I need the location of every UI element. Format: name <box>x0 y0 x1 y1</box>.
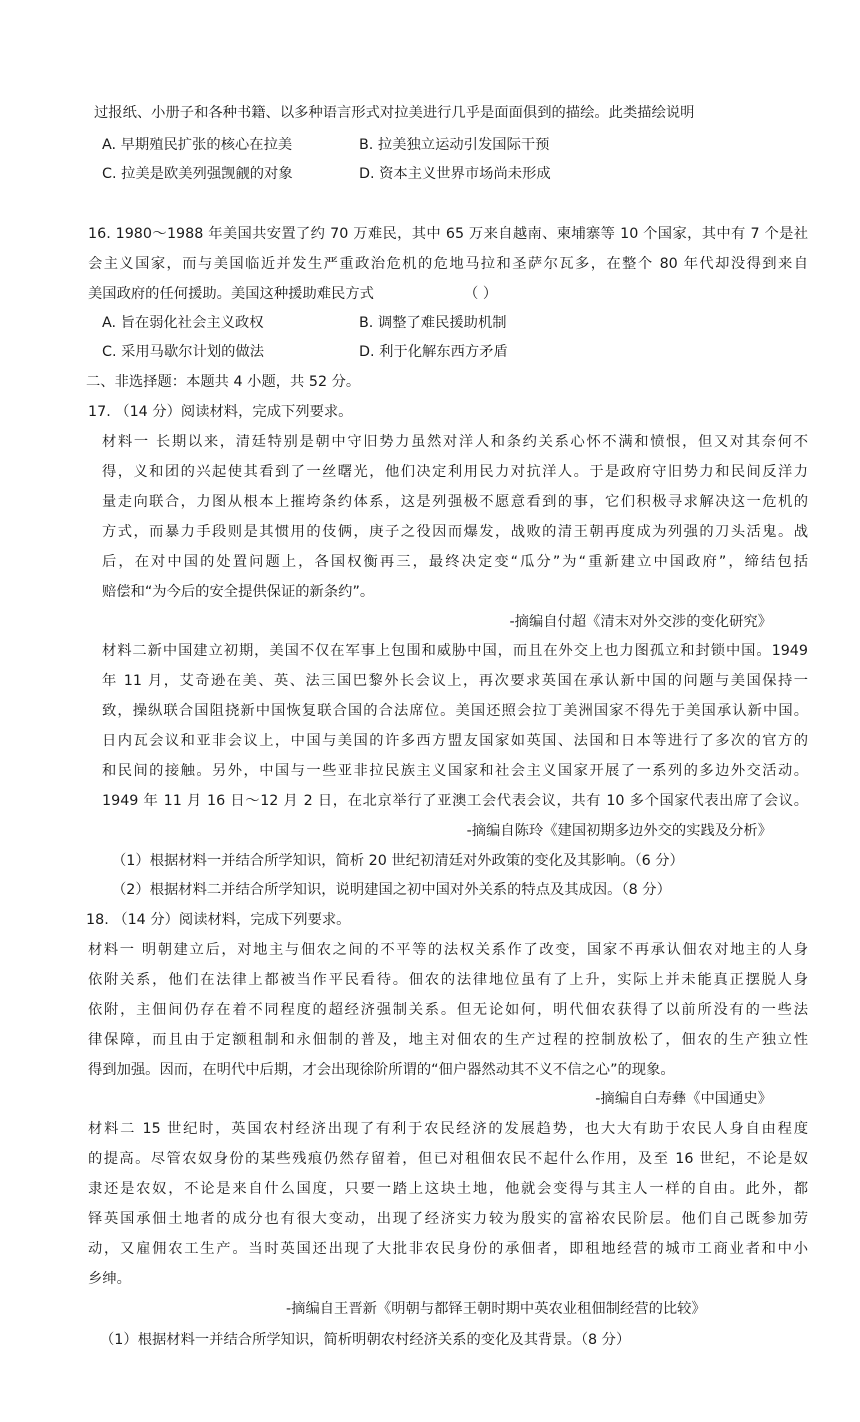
q15-option-c: C. 拉美是欧美列强觊觎的对象 <box>102 166 293 182</box>
q18-material-2-line-6: 乡绅。 <box>88 1271 131 1287</box>
q15-option-d: D. 资本主义世界市场尚未形成 <box>359 166 551 182</box>
q18-material-2-line-2: 的提高。尽管农奴身份的某些残痕仍然存留着，但已对租佃农民不起什么作用，及至 16 世纪，不论是奴 <box>88 1151 808 1167</box>
q18-material-2-line-3: 隶还是农奴，不论是来自什么国度，只要一踏上这块土地，他就会变得与其主人一样的自由。此外，都 <box>88 1181 808 1197</box>
section-2-heading: 二、非选择题：本题共 4 小题，共 52 分。 <box>86 374 361 390</box>
q17-sub-question-2: （2）根据材料二并结合所学知识，说明建国之初中国对外关系的特点及其成因。（8 分） <box>112 882 671 898</box>
q17-material-2-line-6: 1949 年 11 月 16 日～12 月 2 日，在北京举行了亚澳工会代表会议，共有 10 多个国家代表出席了会议。 <box>102 793 808 809</box>
q17-material-1-source: -摘编自付超《清末对外交涉的变化研究》 <box>509 614 772 630</box>
q16-stem-line-3: 美国政府的任何援助。美国这种援助难民方式 <box>88 286 374 302</box>
q17-material-1-line-4: 方式，而暴力手段则是其惯用的伎俩，庚子之役因而爆发，战败的清王朝再度成为列强的刀头活鬼。战 <box>102 524 808 540</box>
q17-material-2-line-4: 日内瓦会议和亚非会议上，中国与美国的许多西方盟友国家如英国、法国和日本等进行了多次的官方的 <box>102 733 808 749</box>
q15-option-a: A. 早期殖民扩张的核心在拉美 <box>102 137 293 153</box>
q18-material-1-line-4: 律保障，而且由于定额租制和永佃制的普及，地主对佃农的生产过程的控制放松了，佃农的生产独立性 <box>88 1032 808 1048</box>
q15-stem-tail: 过报纸、小册子和各种书籍、以多种语言形式对拉美进行几乎是面面俱到的描绘。此类描绘说明 <box>94 105 695 121</box>
q17-material-2-source: -摘编自陈玲《建国初期多边外交的实践及分析》 <box>466 823 772 839</box>
q17-material-1-line-2: 得，义和团的兴起使其看到了一丝曙光，他们决定利用民力对抗洋人。于是政府守旧势力和民间反洋力 <box>102 464 808 480</box>
q18-material-1-line-1: 材料一 明朝建立后，对地主与佃农之间的不平等的法权关系作了改变，国家不再承认佃农对地主的人身 <box>88 942 808 958</box>
q18-material-2-source: -摘编自王晋新《明朝与都铎王朝时期中英农业租佃制经营的比较》 <box>286 1301 706 1317</box>
q17-material-1-line-1: 材料一 长期以来，清廷特别是朝中守旧势力虽然对洋人和条约关系心怀不满和愤恨，但又对其奈何不 <box>102 434 808 450</box>
q16-answer-paren: （ ） <box>464 286 498 302</box>
q18-material-2-line-5: 动，又雇佣农工生产。当时英国还出现了大批非农民身份的承佃者，即租地经营的城市工商业者和中小 <box>88 1241 808 1257</box>
q17-title: 17. （14 分）阅读材料，完成下列要求。 <box>88 404 353 420</box>
q18-material-1-line-5: 得到加强。因而，在明代中后期，才会出现徐阶所谓的“佃户器然动其不义不信之心”的现象。 <box>88 1062 675 1078</box>
q17-material-2-line-2: 年 11 月，艾奇逊在美、英、法三国巴黎外长会议上，再次要求英国在承认新中国的问题与美国保持一 <box>102 673 808 689</box>
q17-material-2-line-1: 材料二新中国建立初期，美国不仅在军事上包围和威胁中国，而且在外交上也力图孤立和封锁中国。1949 <box>102 643 808 659</box>
q17-material-1-line-5: 后，在对中国的处置问题上，各国权衡再三，最终决定变“瓜分”为“重新建立中国政府”，缔结包括 <box>102 554 808 570</box>
q16-option-a: A. 旨在弱化社会主义政权 <box>102 315 264 331</box>
q16-option-d: D. 利于化解东西方矛盾 <box>359 344 508 360</box>
q17-material-1-line-6: 赔偿和“为今后的安全提供保证的新条约”。 <box>102 584 375 600</box>
q17-material-1-line-3: 量走向联合，力图从根本上摧垮条约体系，这是列强极不愿意看到的事，它们积极寻求解决这一危机的 <box>102 494 808 510</box>
q17-sub-question-1: （1）根据材料一并结合所学知识，简析 20 世纪初清廷对外政策的变化及其影响。（6 分） <box>112 853 684 869</box>
q16-stem-line-2: 会主义国家，而与美国临近并发生严重政治危机的危地马拉和圣萨尔瓦多，在整个 80 年代却没得到来自 <box>88 256 808 272</box>
q18-material-2-line-4: 铎英国承佃土地者的成分也有很大变动，出现了经济实力较为殷实的富裕农民阶层。他们自己既参加劳 <box>88 1211 808 1227</box>
q15-option-b: B. 拉美独立运动引发国际干预 <box>359 137 550 153</box>
q16-stem-line-1: 16. 1980～1988 年美国共安置了约 70 万难民，其中 65 万来自越南、柬埔寨等 10 个国家，其中有 7 个是社 <box>88 226 808 242</box>
q18-material-1-line-2: 依附关系，他们在法律上都被当作平民看待。佃农的法律地位虽有了上升，实际上并未能真正摆脱人身 <box>88 972 808 988</box>
q18-title: 18. （14 分）阅读材料，完成下列要求。 <box>86 912 351 928</box>
q18-material-1-line-3: 依附，主佃间仍存在着不同程度的超经济强制关系。但无论如何，明代佃农获得了以前所没有的一些法 <box>88 1002 808 1018</box>
q18-material-2-line-1: 材料二 15 世纪时，英国农村经济出现了有利于农民经济的发展趋势，也大大有助于农民人身自由程度 <box>88 1121 808 1137</box>
q17-material-2-line-3: 致，操纵联合国阻挠新中国恢复联合国的合法席位。美国还照会拉丁美洲国家不得先于美国承认新中国。 <box>102 703 808 719</box>
q16-option-b: B. 调整了难民援助机制 <box>359 315 507 331</box>
q18-material-1-source: -摘编自白寿彝《中国通史》 <box>595 1091 772 1107</box>
q16-option-c: C. 采用马歇尔计划的做法 <box>102 344 265 360</box>
q17-material-2-line-5: 和民间的接触。另外，中国与一些亚非拉民族主义国家和社会主义国家开展了一系列的多边外交活动。 <box>102 763 808 779</box>
q18-sub-question-1: （1）根据材料一并结合所学知识，简析明朝农村经济关系的变化及其背景。（8 分） <box>100 1332 631 1348</box>
